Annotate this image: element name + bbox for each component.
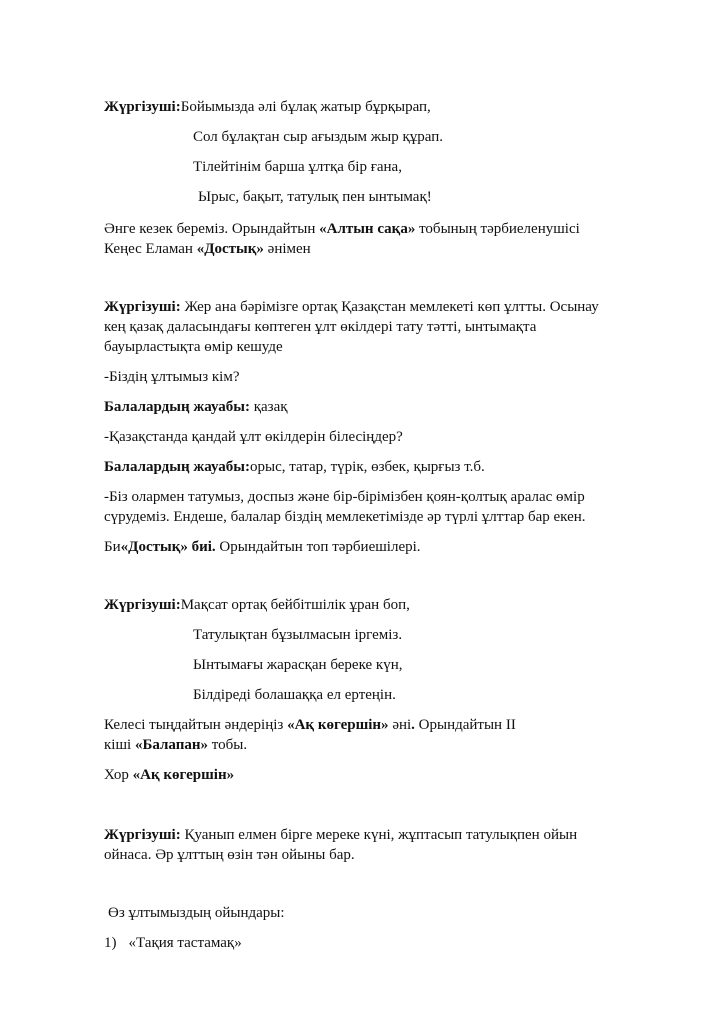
list-number: 1) bbox=[104, 935, 117, 951]
announcement-text: кіші bbox=[104, 737, 135, 753]
dance-name: «Достық» биі. bbox=[120, 539, 216, 555]
song-name: «Ақ көгершін» bbox=[287, 717, 389, 733]
host-verse-line-1 bbox=[104, 596, 410, 615]
next-song-line-2 bbox=[104, 736, 247, 755]
host-label: Жүргізуші: bbox=[104, 827, 181, 843]
announcement-text: әнімен bbox=[263, 241, 311, 257]
verse-line-2: Сол бұлақтан сыр ағыздым жыр құрап. bbox=[193, 129, 443, 145]
announcement-text: әні bbox=[388, 717, 412, 733]
verse-line-4: Білдіреді болашаққа ел ертеңін. bbox=[193, 687, 396, 703]
host-verse-line-1 bbox=[104, 98, 431, 117]
paragraph-line-1: -Біз олармен татумыз, доспыз және бір-бірімізбен қоян-қолтық аралас өмір bbox=[104, 489, 585, 505]
group-name: «Алтын сақа» bbox=[319, 221, 416, 237]
announcement-text: тобы. bbox=[208, 737, 248, 753]
group-name: «Балапан» bbox=[134, 737, 208, 753]
host-paragraph-line-1 bbox=[104, 826, 577, 845]
host-paragraph-line-1 bbox=[104, 298, 599, 317]
dance-line bbox=[104, 538, 421, 557]
answer-label: Балалардың жауабы: bbox=[104, 459, 250, 475]
choir-prefix: Хор bbox=[104, 767, 133, 783]
song-name: «Ақ көгершін» bbox=[132, 767, 235, 783]
host-label: Жүргізуші: bbox=[104, 99, 181, 115]
verse-line-2: Татулықтан бұзылмасын іргеміз. bbox=[193, 627, 403, 643]
answer-label: Балалардың жауабы: bbox=[104, 399, 250, 415]
verse-text: Мақсат ортақ бейбітшілік ұран боп, bbox=[180, 597, 410, 613]
dance-prefix: Би bbox=[104, 539, 121, 555]
announcement-line-1 bbox=[104, 220, 580, 239]
announcement-line-2 bbox=[104, 240, 311, 259]
answer-2 bbox=[104, 458, 485, 477]
answer-text: орыс, татар, түрік, өзбек, қырғыз т.б. bbox=[249, 459, 485, 475]
period: . bbox=[411, 717, 415, 733]
announcement-text: Келесі тыңдайтын әндеріңіз bbox=[104, 717, 288, 733]
host-paragraph-line-3: бауырластықта өмір кешуде bbox=[104, 339, 283, 355]
verse-line-3: Ынтымағы жарасқан береке күн, bbox=[193, 657, 403, 673]
paragraph-line-2: сүрудеміз. Ендеше, балалар біздің мемлекетімізде әр түрлі ұлттар бар екен. bbox=[104, 509, 586, 525]
answer-1 bbox=[104, 398, 288, 417]
announcement-text: тобының тәрбиеленушісі bbox=[415, 221, 580, 237]
host-label: Жүргізуші: bbox=[104, 597, 181, 613]
host-paragraph-line-2: ойнаса. Әр ұлттың өзін тән ойыны бар. bbox=[104, 847, 355, 863]
host-paragraph-line-2: кең қазақ даласындағы көптеген ұлт өкілдері тату тәтті, ынтымақта bbox=[104, 319, 537, 335]
performer-name: Кеңес Еламан bbox=[104, 241, 197, 257]
choir-line bbox=[104, 766, 234, 785]
announcement-text: Әнге кезек береміз. Орындайтын bbox=[104, 221, 320, 237]
next-song-line-1 bbox=[104, 716, 516, 735]
verse-line-4: Ырыс, бақыт, татулық пен ынтымақ! bbox=[198, 189, 432, 205]
verse-line-3: Тілейтінім барша ұлтқа бір ғана, bbox=[193, 159, 402, 175]
list-item bbox=[104, 934, 242, 953]
song-name: «Достық» bbox=[196, 241, 264, 257]
paragraph-text: Қуанып елмен бірге мереке күні, жұптасып татулықпен ойын bbox=[180, 827, 578, 843]
verse-text: Бойымызда әлі бұлақ жатыр бұрқырап, bbox=[180, 99, 431, 115]
question-1: -Біздің ұлтымыз кім? bbox=[104, 369, 240, 385]
host-label: Жүргізуші: bbox=[104, 299, 181, 315]
question-2: -Қазақстанда қандай ұлт өкілдерін білесіңдер? bbox=[104, 429, 403, 445]
games-heading: Өз ұлтымыздың ойындары: bbox=[108, 905, 285, 921]
dance-suffix: Орындайтын топ тәрбиешілері. bbox=[215, 539, 421, 555]
announcement-text: Орындайтын ІІ bbox=[414, 717, 516, 733]
paragraph-text: Жер ана бәрімізге ортақ Қазақстан мемлекеті көп ұлтты. Осынау bbox=[180, 299, 599, 315]
list-text: «Тақия тастамақ» bbox=[128, 935, 242, 951]
answer-text: қазақ bbox=[249, 399, 288, 415]
